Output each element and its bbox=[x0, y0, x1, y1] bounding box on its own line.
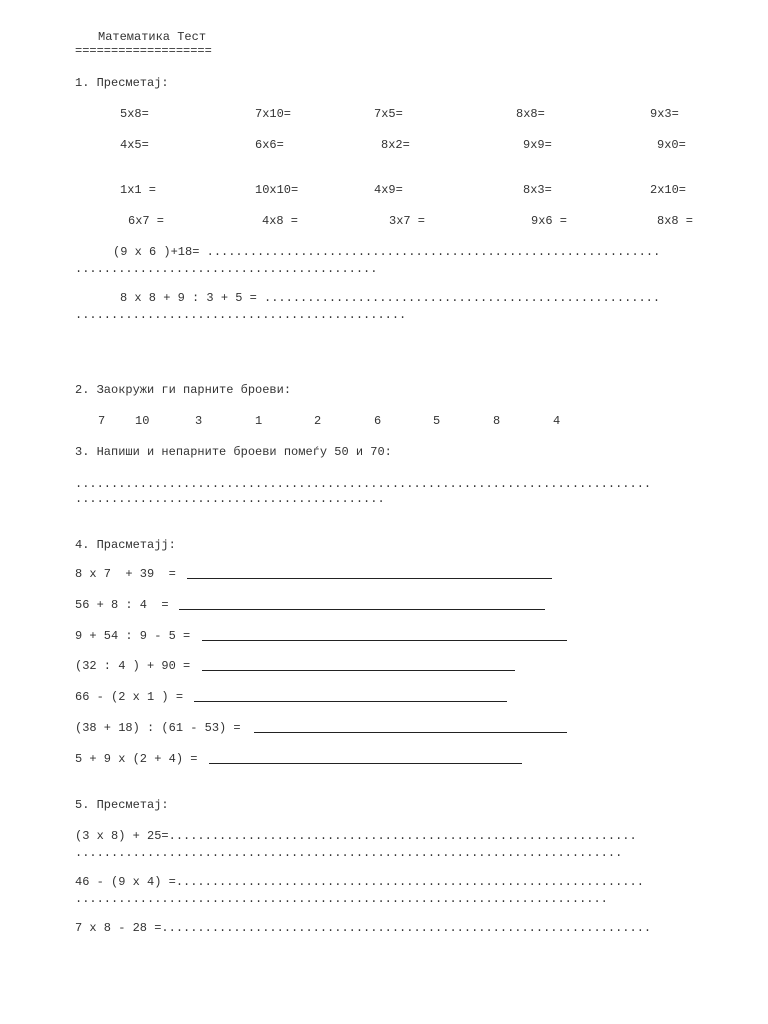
q1-cell: 8x2= bbox=[381, 138, 410, 152]
q1-cell: 6x7 = bbox=[128, 214, 165, 228]
q1-cell: 7x10= bbox=[255, 107, 292, 121]
answer-line bbox=[254, 732, 567, 733]
q2-number: 2 bbox=[314, 414, 322, 428]
q4-expression: 56 + 8 : 4 = bbox=[75, 598, 176, 612]
answer-line bbox=[179, 609, 545, 610]
q4-expression: 66 - (2 x 1 ) = bbox=[75, 690, 191, 704]
q1-cell: 4x8 = bbox=[262, 214, 299, 228]
q1-cell: 9x6 = bbox=[531, 214, 568, 228]
q3-heading: 3. Напиши и непарните броеви помеѓу 50 и 70: bbox=[75, 445, 392, 459]
q4-expression: 9 + 54 : 9 - 5 = bbox=[75, 629, 198, 643]
title-underline: =================== bbox=[75, 44, 212, 58]
q1-cell: 7x5= bbox=[374, 107, 403, 121]
q1-cell: 2x10= bbox=[650, 183, 687, 197]
answer-dots: ........................................... bbox=[75, 492, 385, 506]
q2-number: 1 bbox=[255, 414, 263, 428]
answer-dots: .......................................................................... bbox=[75, 892, 608, 906]
page-title: Математика Тест bbox=[98, 30, 207, 44]
q2-number: 6 bbox=[374, 414, 382, 428]
q1-expression: 8 x 8 + 9 : 3 + 5 = ....................................................... bbox=[120, 291, 661, 305]
q1-cell: 5x8= bbox=[120, 107, 149, 121]
q1-cell: 4x5= bbox=[120, 138, 149, 152]
answer-line bbox=[202, 670, 515, 671]
answer-dots: .............................................. bbox=[75, 308, 407, 322]
q2-heading: 2. Заокружи ги парните броеви: bbox=[75, 383, 292, 397]
q4-expression: 8 x 7 + 39 = bbox=[75, 567, 184, 581]
answer-dots: ................................................................................ bbox=[75, 477, 652, 491]
q1-cell: 9x0= bbox=[657, 138, 686, 152]
q2-number: 5 bbox=[433, 414, 441, 428]
q1-cell: 8x3= bbox=[523, 183, 552, 197]
q1-cell: 9x9= bbox=[523, 138, 552, 152]
q4-expression: (32 : 4 ) + 90 = bbox=[75, 659, 198, 673]
q1-cell: 8x8= bbox=[516, 107, 545, 121]
q2-number: 7 bbox=[98, 414, 106, 428]
q4-expression: (38 + 18) : (61 - 53) = bbox=[75, 721, 248, 735]
q4-expression: 5 + 9 x (2 + 4) = bbox=[75, 752, 205, 766]
answer-line bbox=[187, 578, 552, 579]
answer-line bbox=[209, 763, 522, 764]
q1-cell: 3x7 = bbox=[389, 214, 426, 228]
q5-expression: 7 x 8 - 28 =.................................................................... bbox=[75, 921, 652, 935]
q5-heading: 5. Пресметај: bbox=[75, 798, 169, 812]
answer-line bbox=[194, 701, 507, 702]
q1-cell: 10x10= bbox=[255, 183, 299, 197]
q1-expression: (9 x 6 )+18= ............................................................... bbox=[113, 245, 661, 259]
answer-dots: ............................................................................ bbox=[75, 846, 623, 860]
q1-cell: 1x1 = bbox=[120, 183, 157, 197]
answer-line bbox=[202, 640, 567, 641]
q1-cell: 4x9= bbox=[374, 183, 403, 197]
answer-dots: .......................................... bbox=[75, 262, 378, 276]
q2-number: 10 bbox=[135, 414, 150, 428]
q2-number: 3 bbox=[195, 414, 203, 428]
q1-heading: 1. Пресметај: bbox=[75, 76, 169, 90]
q2-number: 8 bbox=[493, 414, 501, 428]
q1-cell: 6x6= bbox=[255, 138, 284, 152]
q2-number: 4 bbox=[553, 414, 561, 428]
q4-heading: 4. Прасметајј: bbox=[75, 538, 176, 552]
q5-expression: (3 x 8) + 25=................................................................. bbox=[75, 829, 637, 843]
q1-cell: 8x8 = bbox=[657, 214, 694, 228]
q5-expression: 46 - (9 x 4) =................................................................. bbox=[75, 875, 644, 889]
q1-cell: 9x3= bbox=[650, 107, 679, 121]
